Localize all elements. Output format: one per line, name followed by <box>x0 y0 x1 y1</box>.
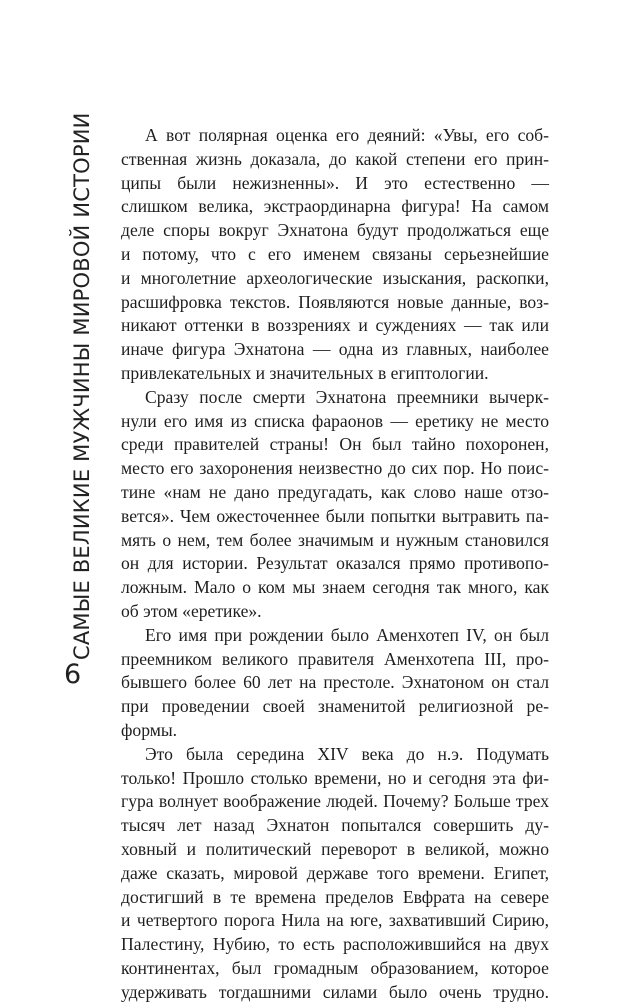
text-line: только! Прошло столько времени, но и сегодня эта фи- <box>121 767 549 788</box>
text-line: бывшего более 60 лет на престоле. Эхнатоном он стал <box>121 672 549 693</box>
text-line: ципы были нежизненны». И это естественно — <box>121 172 549 193</box>
text-line: он для истории. Результат оказался прямо противопо- <box>121 553 549 574</box>
text-line: при проведении своей знаменитой религиозной ре- <box>121 696 549 717</box>
text-line: континентах, был громадным образованием, которое <box>121 957 549 978</box>
text-line: привлекательных и значительных в египтологии. <box>121 362 489 383</box>
text-line: А вот полярная оценка его деяний: «Увы, его соб- <box>145 125 549 145</box>
paragraph <box>121 124 549 386</box>
text-line: иначе фигура Эхнатона — одна из главных, наиболее <box>121 339 549 360</box>
text-line: даже сказать, мировой державе того времени. Египет, <box>121 862 549 883</box>
text-line: ховный и политический переворот в великой, можно <box>121 838 549 859</box>
text-line: Сразу после смерти Эхнатона преемники вычерк- <box>145 386 549 407</box>
text-line: мять о нем, тем более значимым и нужным становился <box>121 529 549 550</box>
text-line: расшифровка текстов. Появляются новые данные, воз- <box>121 291 549 312</box>
paragraph <box>121 386 549 624</box>
body-text <box>121 124 549 1004</box>
text-line: Его имя при рождении было Аменхотеп IV, он был <box>145 624 549 645</box>
text-line: достигший в те времена пределов Евфрата на севере <box>121 886 549 907</box>
text-line: и четвертого порога Нила на юге, захвативший Сирию, <box>121 910 549 931</box>
text-line: тысяч лет назад Эхнатон попытался совершить ду- <box>121 815 549 836</box>
text-line: среди правителей страны! Он был тайно похоронен, <box>121 434 549 455</box>
text-line: ложным. Мало о ком мы знаем сегодня так много, как <box>121 577 549 598</box>
text-line: нули его имя из списка фараонов — еретику не место <box>121 410 549 431</box>
text-line: об этом «еретике». <box>121 600 262 621</box>
text-line: слишком велика, экстраординарна фигура! На самом <box>121 196 549 217</box>
paragraph <box>121 743 549 1004</box>
text-line: никают оттенки в воззрениях и суждениях — так или <box>121 315 549 336</box>
text-line: тине «нам не дано предугадать, как слово наше отзо- <box>121 481 549 502</box>
paragraph <box>121 624 549 743</box>
text-line: преемником великого правителя Аменхотепа III, про- <box>121 648 549 669</box>
text-line: гура волнует воображение людей. Почему? Больше трех <box>121 791 549 812</box>
running-head-text: САМЫЕ ВЕЛИКИЕ МУЖЧИНЫ МИРОВОЙ ИСТОРИИ <box>70 112 94 660</box>
text-line: деле споры вокруг Эхнатона будут продолжаться еще <box>121 220 549 241</box>
text-line: Палестину, Нубию, то есть расположившийся на двух <box>121 934 549 955</box>
text-line: удерживать тогдашними силами было очень трудно. <box>121 981 549 1002</box>
page-number: 6 <box>64 659 82 690</box>
text-line: место его захоронения неизвестно до сих пор. Но поис- <box>121 458 549 479</box>
text-line: Это была середина XIV века до н.э. Подумать <box>145 743 549 764</box>
running-head <box>64 112 100 660</box>
text-line: ственная жизнь доказала, до какой степени его прин- <box>121 148 549 169</box>
text-line: и многолетние археологические изыскания, раскопки, <box>121 267 549 288</box>
text-line: и потому, что с его именем связаны серьезнейшие <box>121 243 549 264</box>
text-line: вется». Чем ожесточеннее были попытки вытравить па- <box>121 505 549 526</box>
text-line: формы. <box>121 719 178 740</box>
